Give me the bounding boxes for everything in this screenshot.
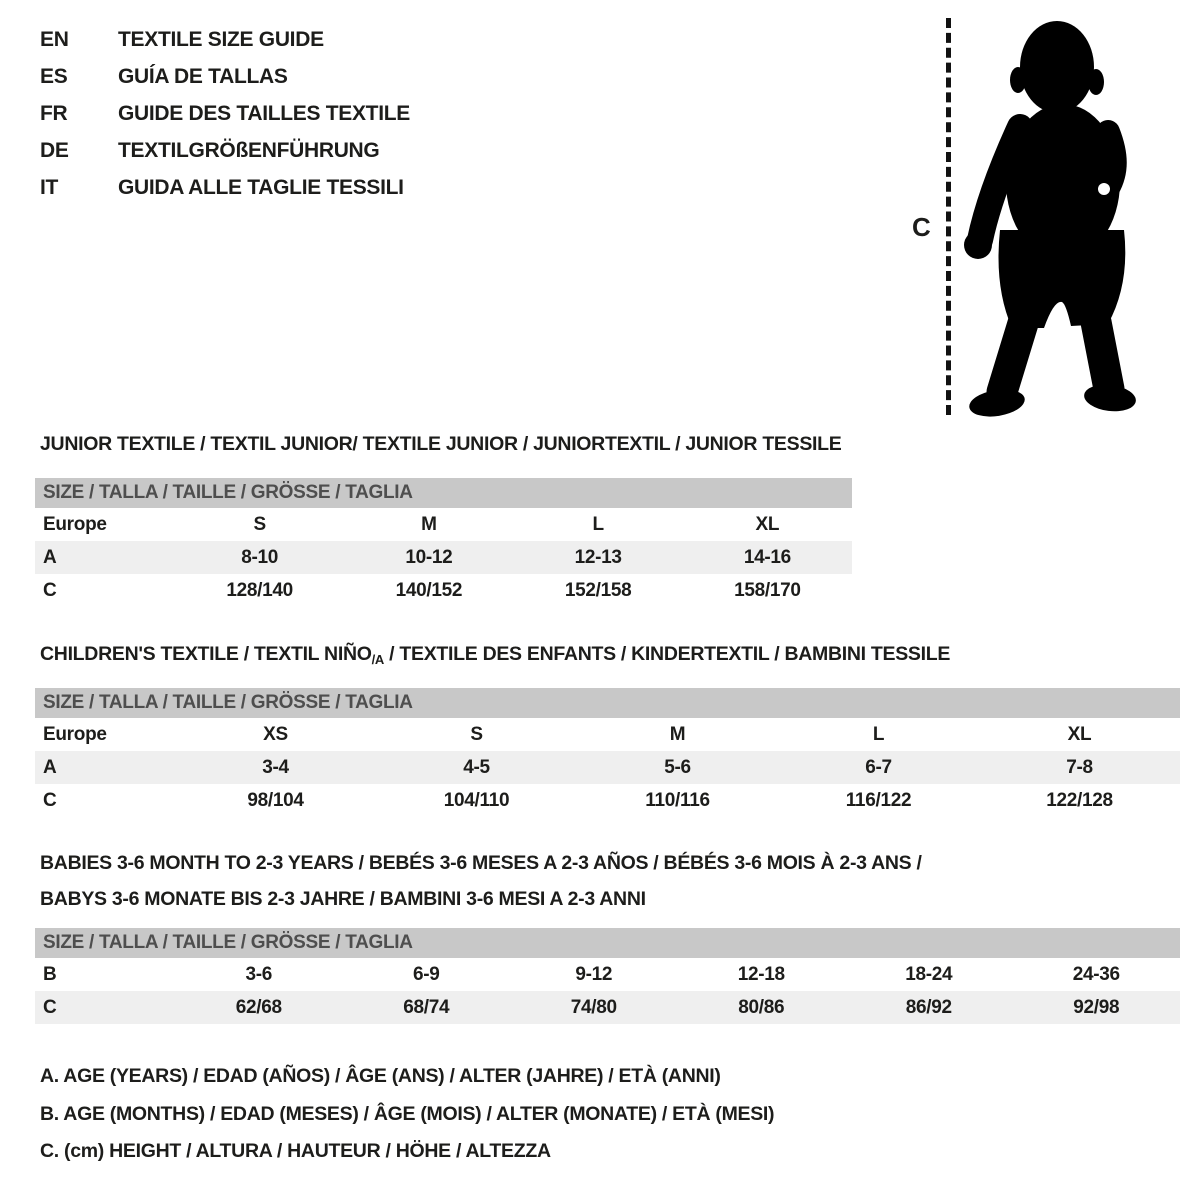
value-cell: 24-36 xyxy=(1072,964,1120,985)
row-label: Europe xyxy=(43,724,107,745)
children-heading-sub: /A xyxy=(371,652,385,667)
legend-line-a: A. AGE (YEARS) / EDAD (AÑOS) / ÂGE (ANS) / ALTER (JAHRE) / ETÀ (ANNI) xyxy=(40,1065,721,1087)
value-cell: 158/170 xyxy=(734,580,801,601)
value-cell: 110/116 xyxy=(645,790,710,811)
legend-line-b: B. AGE (MONTHS) / EDAD (MESES) / ÂGE (MOIS) / ALTER (MONATE) / ETÀ (MESI) xyxy=(40,1102,775,1125)
value-cell: 140/152 xyxy=(395,580,463,601)
language-row-en xyxy=(40,21,410,58)
row-label: Europe xyxy=(43,514,107,535)
value-cell: 6-7 xyxy=(865,757,892,778)
value-cell: 80/86 xyxy=(738,997,785,1018)
language-code: FR xyxy=(40,102,68,125)
row-label: A xyxy=(43,757,57,778)
value-cell: 3-6 xyxy=(245,964,273,985)
language-title: GUIDE DES TAILLES TEXTILE xyxy=(118,102,410,125)
size-cell: XS xyxy=(263,724,288,745)
value-cell: 4-5 xyxy=(463,757,490,778)
legend-line-c: C. (cm) HEIGHT / ALTURA / HAUTEUR / HÖHE / ALTEZZA xyxy=(40,1140,551,1162)
table-row-height xyxy=(35,991,1180,1024)
size-cell: M xyxy=(421,514,437,535)
toddler-silhouette-icon xyxy=(958,12,1148,417)
language-row-fr xyxy=(40,95,410,132)
language-title: TEXTILGRÖßENFÜHRUNG xyxy=(118,139,380,162)
size-cell: S xyxy=(253,514,266,535)
table-row-europe xyxy=(35,718,1180,751)
size-cell: XL xyxy=(1067,724,1092,745)
value-cell: 68/74 xyxy=(403,997,450,1018)
children-size-table xyxy=(35,688,1180,817)
table-row-europe xyxy=(35,508,852,541)
size-header-bar: SIZE / TALLA / TAILLE / GRÖSSE / TAGLIA xyxy=(35,478,852,508)
babies-size-table xyxy=(35,928,1180,1024)
children-heading-post: / TEXTILE DES ENFANTS / KINDERTEXTIL / BAMBINI TESSILE xyxy=(384,643,951,665)
value-cell: 122/128 xyxy=(1046,790,1113,811)
value-cell: 74/80 xyxy=(570,997,617,1018)
row-label: B xyxy=(43,964,57,985)
value-cell: 3-4 xyxy=(262,757,289,778)
children-heading-pre: CHILDREN'S TEXTILE / TEXTIL NIÑO xyxy=(40,643,372,665)
language-code: EN xyxy=(40,28,69,51)
value-cell: 98/104 xyxy=(247,790,304,811)
babies-heading-line2: BABYS 3-6 MONATE BIS 2-3 JAHRE / BAMBINI 3-6 MESI A 2-3 ANNI xyxy=(40,888,646,910)
value-cell: 128/140 xyxy=(226,580,293,601)
language-title: TEXTILE SIZE GUIDE xyxy=(118,28,324,51)
table-row-months xyxy=(35,958,1180,991)
value-cell: 62/68 xyxy=(235,997,282,1018)
value-cell: 86/92 xyxy=(905,997,952,1018)
value-cell: 116/122 xyxy=(845,790,912,811)
size-header-bar: SIZE / TALLA / TAILLE / GRÖSSE / TAGLIA xyxy=(35,688,1180,718)
value-cell: 12-13 xyxy=(574,547,622,568)
size-cell: L xyxy=(872,724,885,745)
language-row-it xyxy=(40,169,410,206)
value-cell: 14-16 xyxy=(743,547,791,568)
size-cell: XL xyxy=(755,514,780,535)
language-row-de xyxy=(40,132,410,169)
language-title: GUIDA ALLE TAGLIE TESSILI xyxy=(118,176,404,199)
table-row-height xyxy=(35,784,1180,817)
value-cell: 8-10 xyxy=(241,547,279,568)
value-cell: 92/98 xyxy=(1073,997,1120,1018)
language-list xyxy=(40,21,410,206)
children-section-heading xyxy=(40,642,950,672)
row-label: A xyxy=(43,547,57,568)
language-code: DE xyxy=(40,139,69,162)
language-title: GUÍA DE TALLAS xyxy=(118,65,288,88)
language-row-es xyxy=(40,58,410,95)
value-cell: 7-8 xyxy=(1066,757,1093,778)
row-label: C xyxy=(43,997,57,1018)
value-cell: 5-6 xyxy=(664,757,691,778)
table-row-age xyxy=(35,541,852,574)
value-cell: 18-24 xyxy=(905,964,953,985)
size-cell: M xyxy=(669,724,686,745)
junior-size-table xyxy=(35,478,852,607)
size-cell: S xyxy=(470,724,483,745)
height-dashed-line xyxy=(946,18,951,415)
babies-heading-line1: BABIES 3-6 MONTH TO 2-3 YEARS / BEBÉS 3-6 MESES A 2-3 AÑOS / BÉBÉS 3-6 MOIS À 2-3 ANS / xyxy=(40,852,922,874)
babies-section-heading xyxy=(40,845,922,917)
language-code: ES xyxy=(40,65,68,88)
junior-section-heading: JUNIOR TEXTILE / TEXTIL JUNIOR/ TEXTILE JUNIOR / JUNIORTEXTIL / JUNIOR TESSILE xyxy=(40,433,842,455)
value-cell: 152/158 xyxy=(564,580,632,601)
value-cell: 104/110 xyxy=(443,790,510,811)
table-row-age xyxy=(35,751,1180,784)
table-row-height xyxy=(35,574,852,607)
value-cell: 12-18 xyxy=(737,964,785,985)
legend xyxy=(40,1058,774,1171)
height-c-label: C xyxy=(912,212,931,242)
row-label: C xyxy=(43,580,57,601)
size-cell: L xyxy=(592,514,604,535)
language-code: IT xyxy=(40,176,59,199)
size-header-bar: SIZE / TALLA / TAILLE / GRÖSSE / TAGLIA xyxy=(35,928,1180,958)
value-cell: 10-12 xyxy=(405,547,453,568)
value-cell: 9-12 xyxy=(575,964,613,985)
value-cell: 6-9 xyxy=(412,964,440,985)
row-label: C xyxy=(43,790,57,811)
